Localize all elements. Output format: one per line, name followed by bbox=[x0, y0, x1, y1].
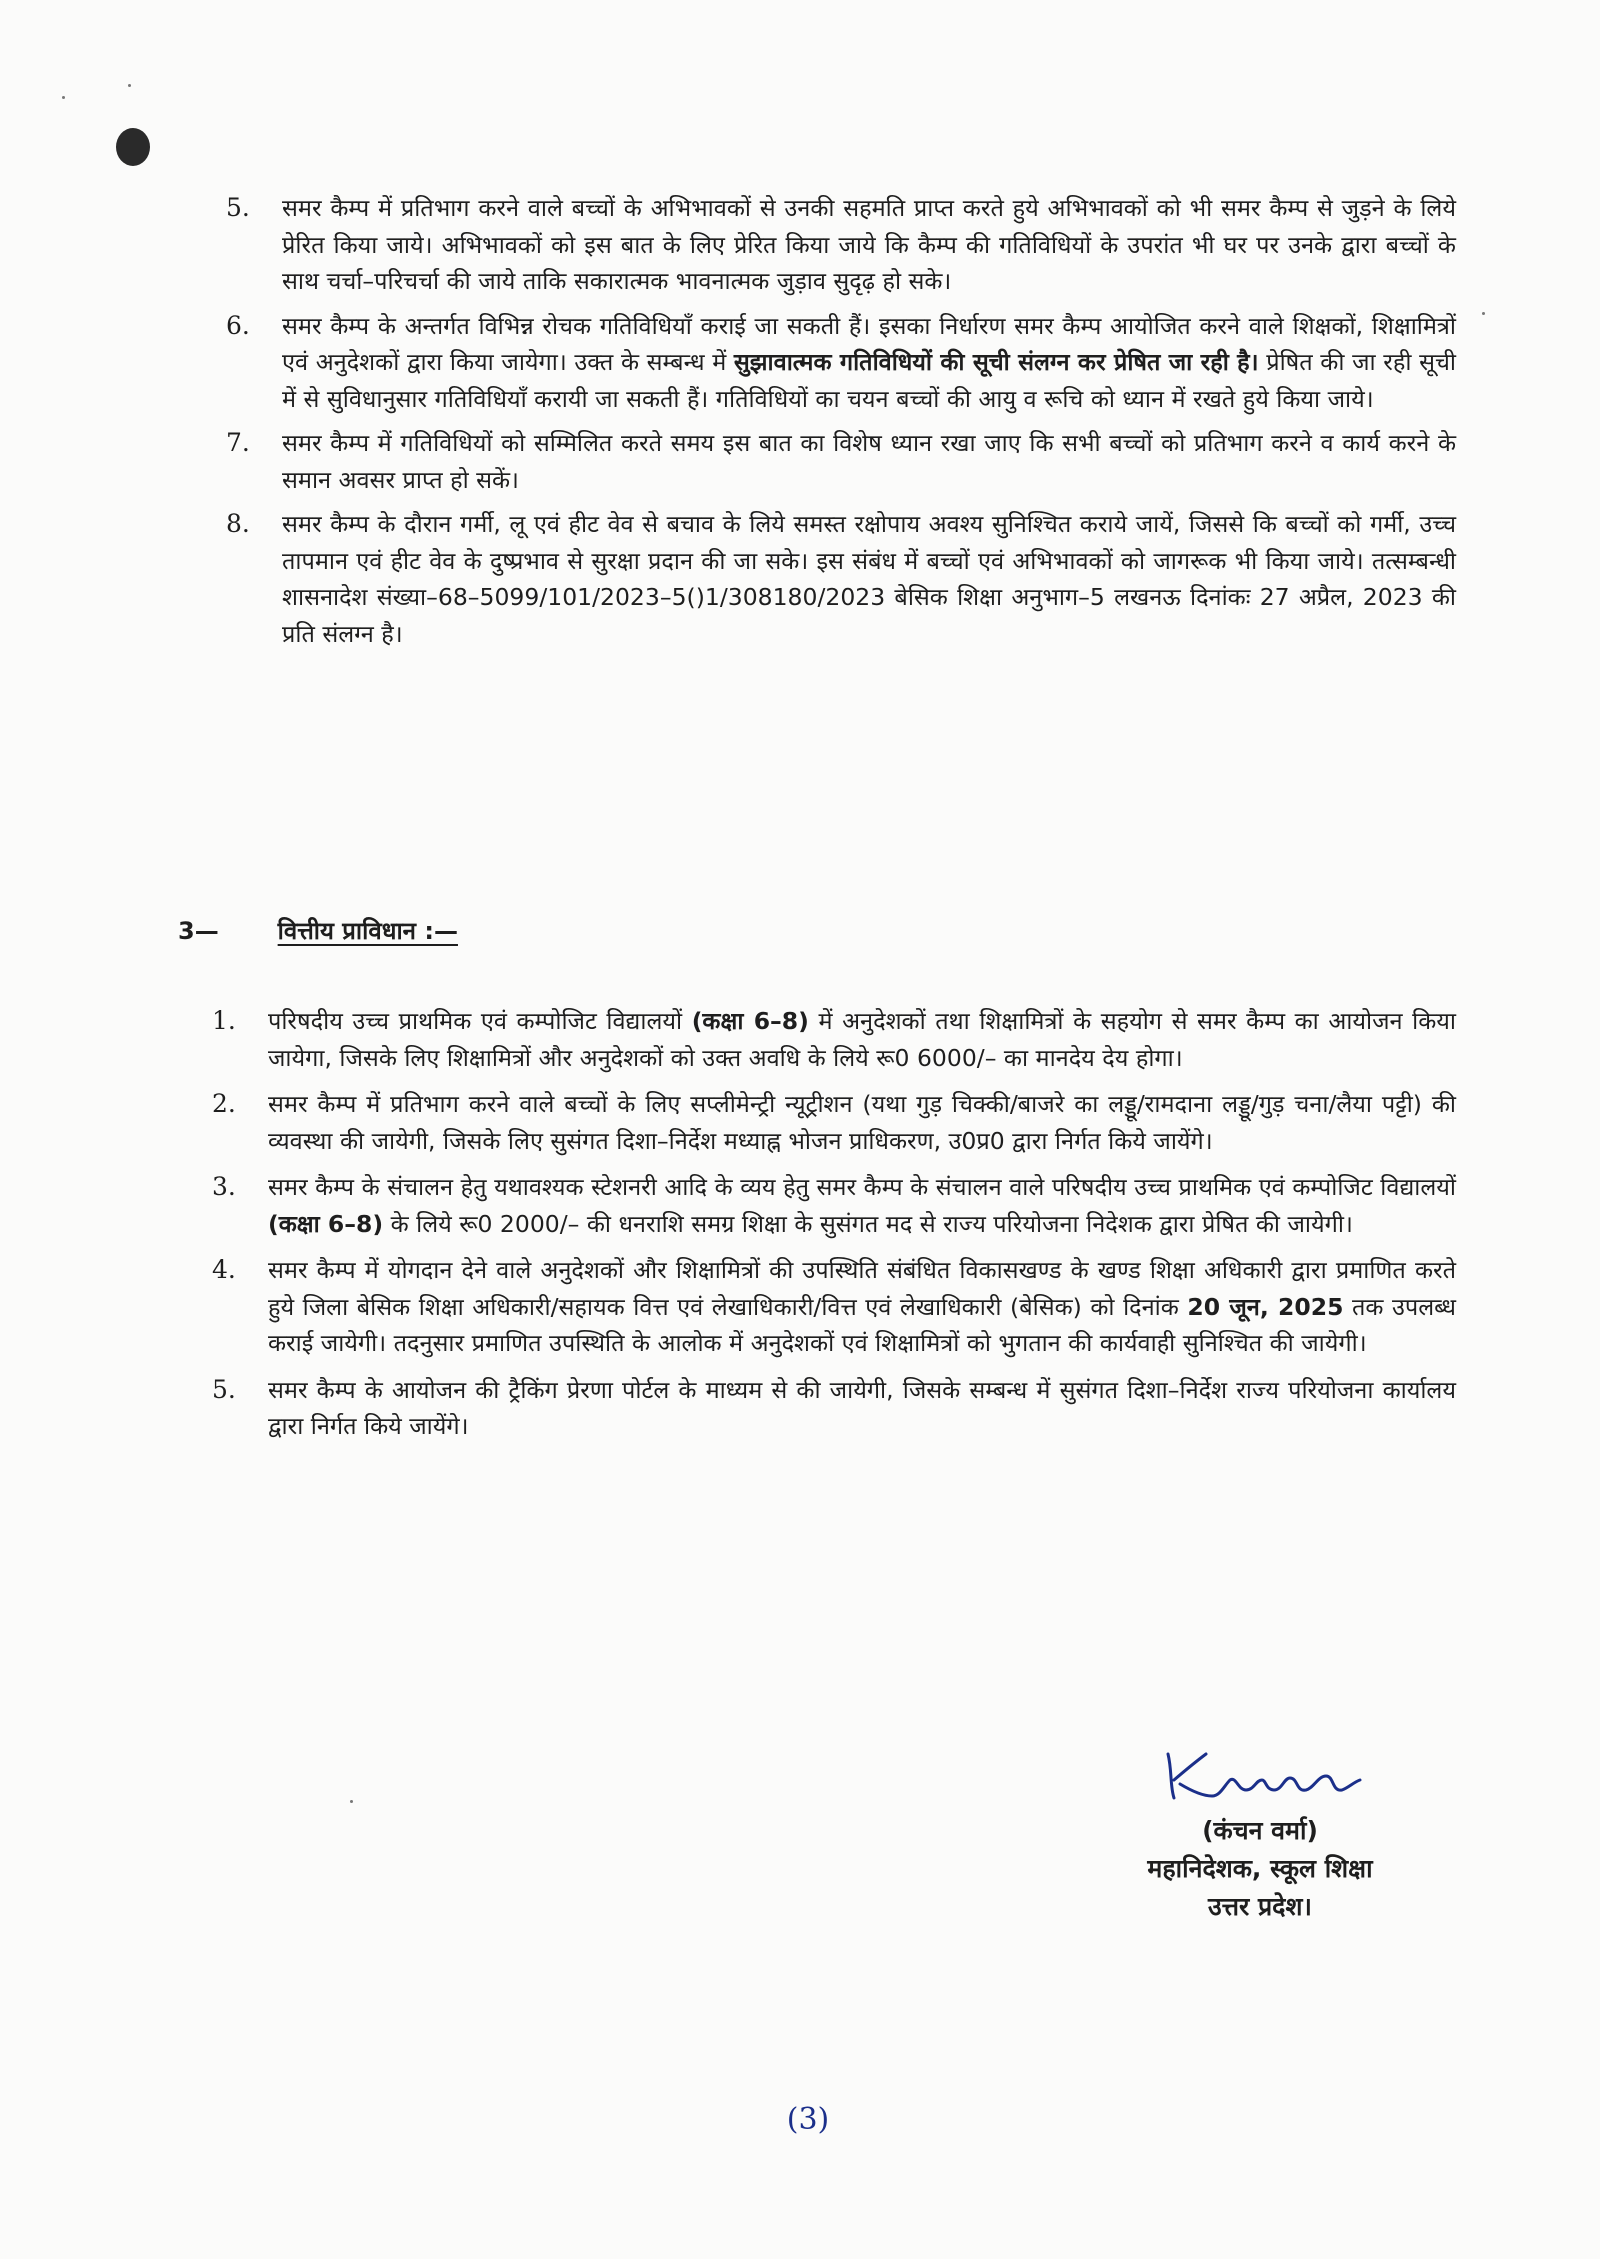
signatory-name: (कंचन वर्मा) bbox=[1202, 1816, 1318, 1845]
item-text-part: तक उपलब्ध कराई जायेगी। तदनुसार प्रमाणित उपस्थिति के आलोक में अनुदेशकों एवं शिक्षामित्रों को भुगतान की कार्यवाही सुनिश्चित की जायेगी। bbox=[268, 1292, 1456, 1357]
item-text-part: में अनुदेशकों तथा शिक्षामित्रों के सहयोग से समर कैम्प का आयोजन किया जायेगा, जिसके लिए शिक्षामित्रों और अनुदेशकों को उक्त अवधि के लिये रू0 6000/– का मानदेय देय होगा। bbox=[268, 1007, 1456, 1072]
scan-speck bbox=[62, 96, 65, 99]
item-number: 1. bbox=[212, 1006, 236, 1035]
scan-speck bbox=[128, 84, 131, 87]
item-text-bold: सुझावात्मक गतिविधियों की सूची संलग्न कर प्रेषित जा रही है। bbox=[733, 348, 1259, 376]
signature-block bbox=[1060, 1740, 1460, 1926]
item-text-bold: (कक्षा 6–8) bbox=[691, 1007, 809, 1035]
item-text-part: के लिये रू0 2000/– की धनराशि समग्र शिक्षा के सुसंगत मद से राज्य परियोजना निदेशक द्वारा प्रेषित की जायेगी। bbox=[390, 1209, 1353, 1238]
handwritten-signature bbox=[1150, 1740, 1370, 1810]
item-text: समर कैम्प में प्रतिभाग करने वाले बच्चों के अभिभावकों से उनकी सहमति प्राप्त करते हुये अभिभावकों को भी समर कैम्प से जुड़ने के लिये प्रेरित किया जाये। अभिभावकों को इस बात के लिए प्रेरित किया जाये कि कैम्प की गतिविधियों के उपरांत भी घर पर उनके द्वारा बच्चों के साथ चर्चा–परिचर्चा की जाये ताकि सकारात्मक भावनात्मक जुड़ाव सुदृढ़ हो सके। bbox=[282, 194, 1456, 295]
item-number: 4. bbox=[212, 1255, 236, 1284]
item-number: 8. bbox=[226, 509, 250, 538]
list-item bbox=[212, 1169, 1456, 1242]
list-item bbox=[226, 308, 1456, 418]
list-item bbox=[226, 425, 1456, 498]
item-number: 5. bbox=[226, 193, 250, 222]
item-text-bold: 20 जून, 2025 bbox=[1187, 1292, 1344, 1321]
section-heading bbox=[178, 914, 778, 947]
item-number: 6. bbox=[226, 310, 250, 340]
list-item bbox=[226, 190, 1456, 300]
list-item bbox=[212, 1003, 1456, 1076]
item-text bbox=[268, 1007, 1456, 1072]
item-text: समर कैम्प में प्रतिभाग करने वाले बच्चों के लिए सप्लीमेन्ट्री न्यूट्रीशन (यथा गुड़ चिक्की/बाजरे का लड्डू/रामदाना लड्डू/गुड़ चना/लैया पट्टी) की व्यवस्था की जायेगी, जिसके लिए सुसंगत दिशा–निर्देश मध्याह्न भोजन प्राधिकरण, उ0प्र0 द्वारा निर्गत किये जायेंगे। bbox=[268, 1090, 1456, 1155]
item-number: 3. bbox=[212, 1172, 236, 1201]
financial-provisions-list bbox=[212, 1003, 1456, 1455]
item-text: समर कैम्प में गतिविधियों को सम्मिलित करते समय इस बात का विशेष ध्यान रखा जाए कि सभी बच्चों को प्रतिभाग करने व कार्य करने के समान अवसर प्राप्त हो सकें। bbox=[282, 429, 1456, 494]
item-text-part: प्रेषित की जा रही सूची में से सुविधानुसार गतिविधियाँ करायी जा सकती हैं। गतिविधियों का चयन बच्चों की आयु व रूचि को ध्यान में रखते हुये किया जाये। bbox=[282, 348, 1456, 413]
punch-hole-mark bbox=[116, 128, 150, 166]
section-number: 3— bbox=[178, 917, 219, 945]
item-text-part: समर कैम्प के संचालन हेतु यथावश्यक स्टेशनरी आदि के व्यय हेतु समर कैम्प के संचालन वाले परिषदीय उच्च प्राथमिक एवं कम्पोजिट विद्यालयों bbox=[268, 1173, 1456, 1201]
item-text: समर कैम्प के आयोजन की ट्रैकिंग प्रेरणा पोर्टल के माध्यम से की जायेगी, जिसके सम्बन्ध में सुसंगत दिशा–निर्देश राज्य परियोजना कार्यालय द्वारा निर्गत किये जायेंगे। bbox=[268, 1375, 1456, 1440]
signatory-state: उत्तर प्रदेश। bbox=[1208, 1892, 1312, 1921]
list-item bbox=[212, 1372, 1456, 1445]
item-number: 2. bbox=[212, 1089, 236, 1118]
list-item bbox=[226, 506, 1456, 652]
item-text-part: समर कैम्प में योगदान देने वाले अनुदेशकों और शिक्षामित्रों की उपस्थिति संबंधित विकासखण्ड के खण्ड शिक्षा अधिकारी द्वारा प्रमाणित करते हुये जिला बेसिक शिक्षा अधिकारी/सहायक वित्त एवं लेखाधिकारी/वित्त एवं लेखाधिकारी (बेसिक) को दिनांक bbox=[268, 1256, 1456, 1321]
scan-speck bbox=[1482, 312, 1485, 315]
item-text-bold: (कक्षा 6–8) bbox=[268, 1209, 384, 1238]
item-text bbox=[268, 1173, 1456, 1238]
item-number: 7. bbox=[226, 428, 250, 457]
item-text-part: परिषदीय उच्च प्राथमिक एवं कम्पोजिट विद्यालयों bbox=[268, 1007, 683, 1035]
page-number: (3) bbox=[786, 2102, 830, 2137]
list-item bbox=[212, 1086, 1456, 1159]
scan-speck bbox=[350, 1800, 353, 1803]
item-text: समर कैम्प के दौरान गर्मी, लू एवं हीट वेव से बचाव के लिये समस्त रक्षोपाय अवश्य सुनिश्चित कराये जायें, जिससे कि बच्चों को गर्मी, उच्च तापमान एवं हीट वेव के दुष्प्रभाव से सुरक्षा प्रदान की जा सके। इस संबंध में बच्चों एवं अभिभावकों को जागरूक भी किया जाये। तत्सम्बन्धी शासनादेश संख्या–68–5099/101/2023–5()1/308180/2023 बेसिक शिक्षा अनुभाग–5 लखनऊ दिनांकः 27 अप्रैल, 2023 की प्रति संलग्न है। bbox=[282, 510, 1456, 648]
item-number: 5. bbox=[212, 1374, 236, 1404]
item-text bbox=[282, 312, 1456, 413]
item-text bbox=[268, 1256, 1456, 1357]
guidelines-list bbox=[226, 190, 1456, 660]
signatory-designation: महानिदेशक, स्कूल शिक्षा bbox=[1147, 1854, 1373, 1883]
item-text-part: समर कैम्प के अन्तर्गत विभिन्न रोचक गतिविधियाँ कराई जा सकती हैं। इसका निर्धारण समर कैम्प आयोजित करने वाले शिक्षकों, शिक्षामित्रों एवं अनुदेशकों द्वारा किया जायेगा। उक्त के सम्बन्ध में bbox=[282, 311, 1456, 376]
section-title: वित्तीय प्राविधान :— bbox=[277, 917, 458, 945]
list-item bbox=[212, 1252, 1456, 1362]
